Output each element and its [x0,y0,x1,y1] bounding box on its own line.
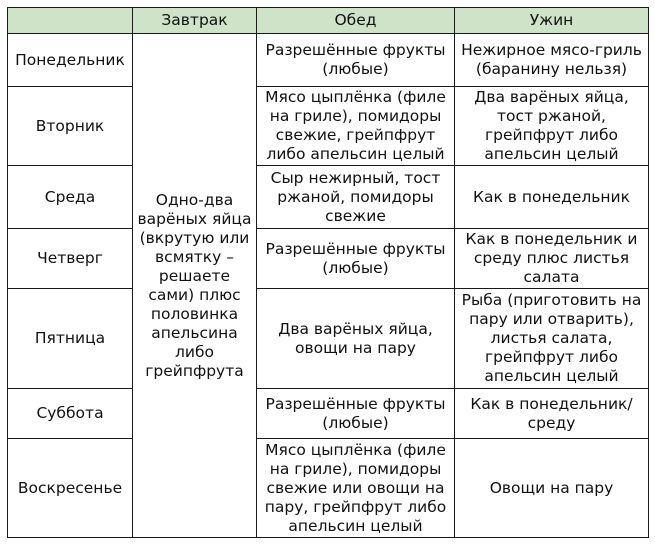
breakfast-cell: Одно-два варёных яйца (вкрутую или всмятку – решаете сами) плюс половинка апельсина либо грейпфрута [133,34,257,538]
dinner-cell: Два варёных яйца, тост ржаной, грейпфрут либо апельсин целый [455,87,649,166]
lunch-cell: Разрешённые фрукты (любые) [257,229,455,289]
dinner-cell: Овощи на пару [455,439,649,538]
day-cell: Вторник [8,87,133,166]
table-row [8,389,649,439]
day-cell: Суббота [8,389,133,439]
table-row [8,166,649,229]
lunch-cell: Сыр нежирный, тост ржаной, помидоры свежие [257,166,455,229]
dinner-cell: Как в понедельник и среду плюс листья салата [455,229,649,289]
lunch-cell: Мясо цыплёнка (филе на гриле), помидоры свежие или овощи на пару, грейпфрут либо апельсин целый [257,439,455,538]
table-row [8,34,649,87]
table-row [8,439,649,538]
lunch-cell: Два варёных яйца, овощи на пару [257,289,455,389]
header-dinner-cell: Ужин [455,8,649,34]
table-row [8,229,649,289]
day-cell: Понедельник [8,34,133,87]
table-row [8,87,649,166]
lunch-cell: Разрешённые фрукты (любые) [257,34,455,87]
dinner-cell: Как в понедельник [455,166,649,229]
dinner-cell: Нежирное мясо-гриль (баранину нельзя) [455,34,649,87]
dinner-cell: Рыба (приготовить на пару или отварить), листья салата, грейпфрут либо апельсин целый [455,289,649,389]
lunch-cell: Мясо цыплёнка (филе на гриле), помидоры свежие, грейпфрут либо апельсин целый [257,87,455,166]
day-cell: Четверг [8,229,133,289]
day-cell: Среда [8,166,133,229]
header-breakfast-cell: Завтрак [133,8,257,34]
table-row [8,289,649,389]
dinner-cell: Как в понедельник/среду [455,389,649,439]
header-lunch-cell: Обед [257,8,455,34]
day-cell: Пятница [8,289,133,389]
day-cell: Воскресенье [8,439,133,538]
lunch-cell: Разрешённые фрукты (любые) [257,389,455,439]
weekly-menu-table [7,7,649,538]
header-row [8,8,649,34]
header-day-cell [8,8,133,34]
